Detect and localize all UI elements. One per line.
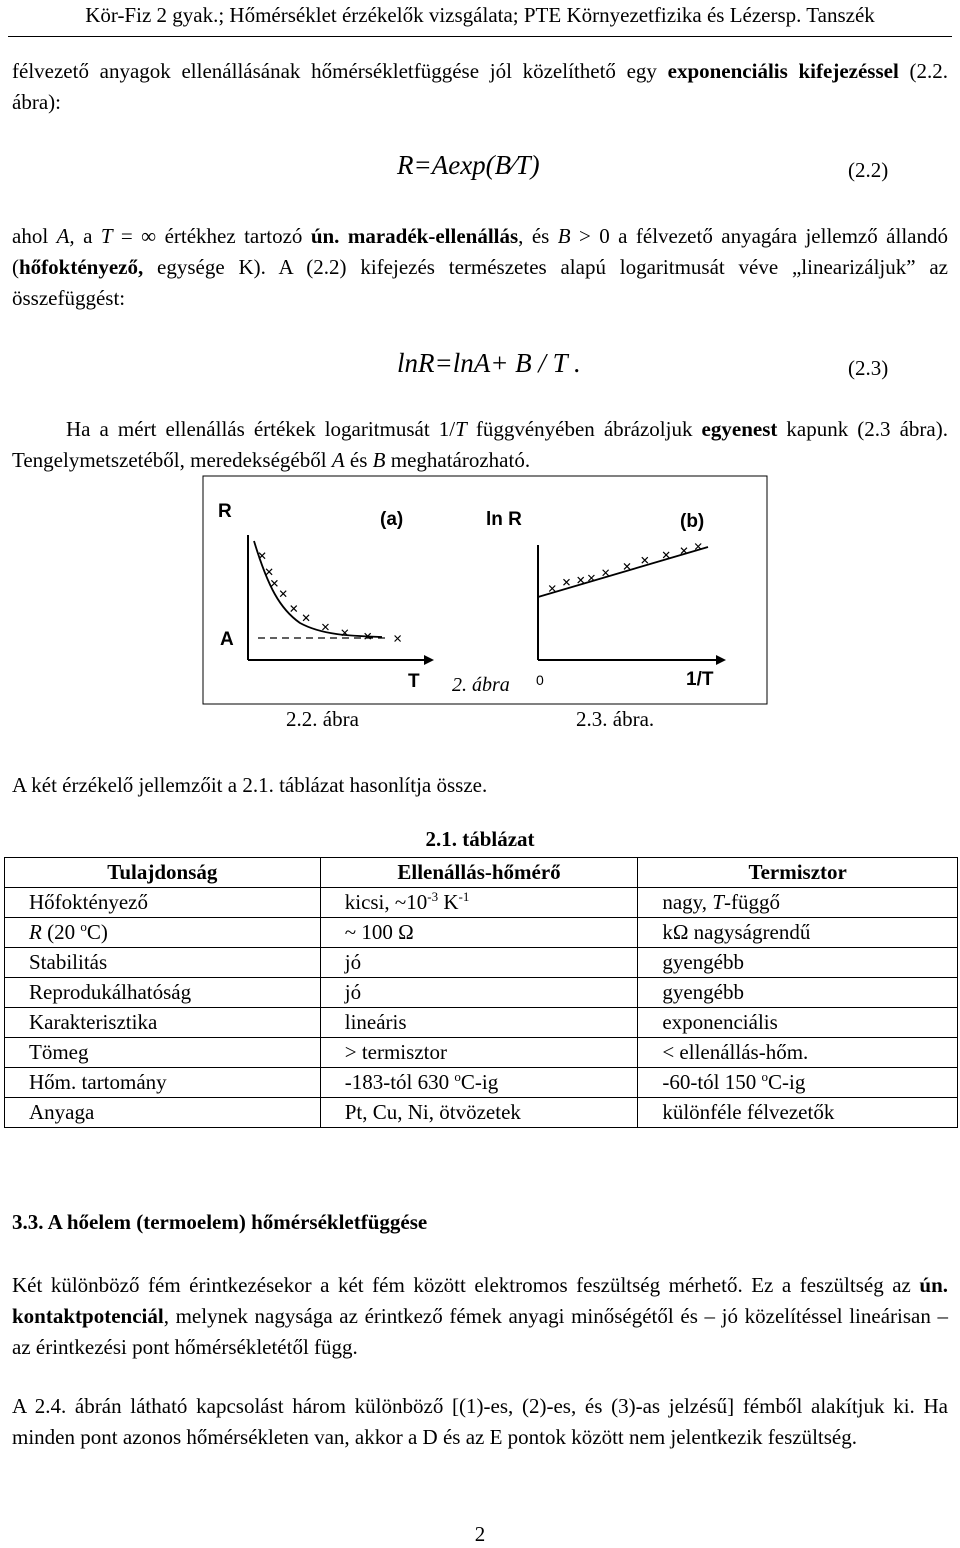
section-heading: 3.3. A hőelem (termoelem) hőmérsékletfüggése	[12, 1210, 428, 1234]
paragraph-linear-plot	[12, 414, 948, 476]
para2-italic-2: T	[100, 224, 113, 248]
table-cell: kΩ nagyságrendű	[638, 918, 958, 948]
table-body	[5, 888, 958, 1128]
left-y-label: R	[218, 501, 232, 522]
left-a-label: A	[220, 629, 234, 650]
table-cell: kicsi, $\sim 10^{-3}$ $K^{-1}$	[320, 888, 638, 918]
table-header-cell: Tulajdonság	[5, 858, 321, 888]
table-cell: Tömeg	[5, 1038, 321, 1068]
para3-italic-2: A	[331, 448, 345, 472]
right-y-label: ln R	[486, 509, 522, 530]
left-x-label: T	[408, 671, 420, 692]
page-number: 2	[474, 1522, 486, 1546]
table-row	[5, 948, 958, 978]
para3-text-4: és	[344, 448, 373, 472]
equation-2-3-text: lnR=lnA+ B / T .	[397, 348, 581, 378]
caption-figure-2-3: 2.3. ábra.	[576, 707, 655, 731]
paragraph-intro	[12, 56, 948, 118]
para2-text-5: > 0 a félvezető anyagára jellemző állandó (	[12, 224, 948, 279]
table-cell: Anyaga	[5, 1098, 321, 1128]
table-cell: ~ 100 Ω	[320, 918, 638, 948]
figure-2-2-and-2-3	[202, 475, 768, 705]
para5-text-1: Két különböző fém érintkezésekor a két fém között elektromos feszültség mérhető. Ez a feszültség az	[12, 1273, 920, 1297]
table-cell: gyengébb	[638, 978, 958, 1008]
table-cell: -183-tól 630 $^o$C-ig	[320, 1068, 638, 1098]
para3-text-5: meghatározható.	[385, 448, 531, 472]
table-cell: Karakterisztika	[5, 1008, 321, 1038]
para2-text-3: = ∞ értékhez tartozó	[112, 224, 311, 248]
header-rule	[8, 36, 952, 37]
comparison-table	[4, 857, 958, 1128]
paragraph-circuit: A 2.4. ábrán látható kapcsolást három különböző [(1)-es, (2)-es, és (3)-as jelzésű] fémből alakítjuk ki. Ha minden pont azonos hőmérsékleten van, akkor a D és az E pontok között nem jelentkezik feszültség.	[12, 1394, 948, 1449]
para5-text-2: , melynek nagysága az érintkező fémek anyagi minőségétől és – jó közelítéssel lineárisan – az érintkezési pont hőmérsékletétől függ.	[12, 1304, 948, 1359]
table-cell: Stabilitás	[5, 948, 321, 978]
paragraph-definitions	[12, 221, 948, 314]
right-origin-label: 0	[536, 672, 544, 688]
para1-text-1: félvezető anyagok ellenállásának hőmérsékletfüggése jól közelíthető egy	[12, 59, 668, 83]
paragraph-table-intro: A két érzékelő jellemzőit a 2.1. táblázat hasonlítja össze.	[12, 773, 488, 797]
para2-text-6: egysége K). A (2.2) kifejezés természetes alapú logaritmusát véve „linearizáljuk” az összefüggést:	[12, 255, 948, 310]
table-title: 2.1. táblázat	[425, 827, 535, 851]
caption-figure-2-2: 2.2. ábra	[286, 707, 359, 731]
equation-2-2-text: R=Aexp(B∕T)	[397, 150, 540, 180]
equation-2-2	[397, 150, 540, 181]
para3-text-1: Ha a mért ellenállás értékek logaritmusát 1/	[66, 417, 456, 441]
table-row	[5, 918, 958, 948]
table-cell: jó	[320, 978, 638, 1008]
table-cell: Hőfoktényező	[5, 888, 321, 918]
para3-bold-1: egyenest	[701, 417, 778, 441]
right-panel-tag: (b)	[680, 511, 705, 532]
table-header-cell: Termisztor	[638, 858, 958, 888]
table-row	[5, 978, 958, 1008]
table-cell: > termisztor	[320, 1038, 638, 1068]
equation-2-2-number: (2.2)	[848, 158, 889, 182]
left-panel-tag: (a)	[380, 509, 404, 530]
para1-bold-1: exponenciális kifejezéssel	[667, 59, 899, 83]
table-cell: R (20 $^o$C)	[5, 918, 321, 948]
para5-bold-1: ún. kontaktpotenciál	[12, 1273, 948, 1328]
table-cell: különféle félvezetők	[638, 1098, 958, 1128]
table-cell: Hőm. tartomány	[5, 1068, 321, 1098]
paragraph-contact-potential	[12, 1270, 948, 1363]
para1-text-2: (2.2. ábra):	[12, 59, 948, 114]
table-row	[5, 1098, 958, 1128]
para2-italic-1: A,	[56, 224, 75, 248]
equation-2-3	[397, 348, 581, 379]
para2-italic-3: B	[557, 224, 571, 248]
table-cell: lineáris	[320, 1008, 638, 1038]
right-x-label: 1/T	[686, 669, 714, 690]
table-cell: exponenciális	[638, 1008, 958, 1038]
table-cell: < ellenállás-hőm.	[638, 1038, 958, 1068]
para3-text-2: függvényében ábrázoljuk	[466, 417, 702, 441]
figure-inner-caption: 2. ábra	[452, 674, 510, 696]
table-cell: gyengébb	[638, 948, 958, 978]
table-cell: Pt, Cu, Ni, ötvözetek	[320, 1098, 638, 1128]
table-row	[5, 1038, 958, 1068]
table-row	[5, 1068, 958, 1098]
table-cell: nagy, T-függő	[638, 888, 958, 918]
table-header-row	[5, 858, 958, 888]
table-cell: jó	[320, 948, 638, 978]
para3-text-3: kapunk (2.3 ábra). Tengelymetszetéből, meredekségéből	[12, 417, 948, 472]
table-row	[5, 888, 958, 918]
page-header: Kör-Fiz 2 gyak.; Hőmérséklet érzékelők vizsgálata; PTE Környezetfizika és Lézersp. Tanszék	[85, 3, 875, 27]
para2-text-2: a	[74, 224, 101, 248]
para2-text-1: ahol	[12, 224, 57, 248]
para3-italic-1: T	[455, 417, 467, 441]
para2-bold-1: ún. maradék-ellenállás	[310, 224, 519, 248]
equation-2-3-number: (2.3)	[848, 356, 889, 380]
table-row	[5, 1008, 958, 1038]
para2-text-4: , és	[518, 224, 558, 248]
para2-bold-2: hőfoktényező,	[19, 255, 144, 279]
table-header-cell: Ellenállás-hőmérő	[320, 858, 638, 888]
table-cell: -60-tól 150 $^o$C-ig	[638, 1068, 958, 1098]
table-cell: Reprodukálhatóság	[5, 978, 321, 1008]
para3-italic-3: B	[372, 448, 386, 472]
